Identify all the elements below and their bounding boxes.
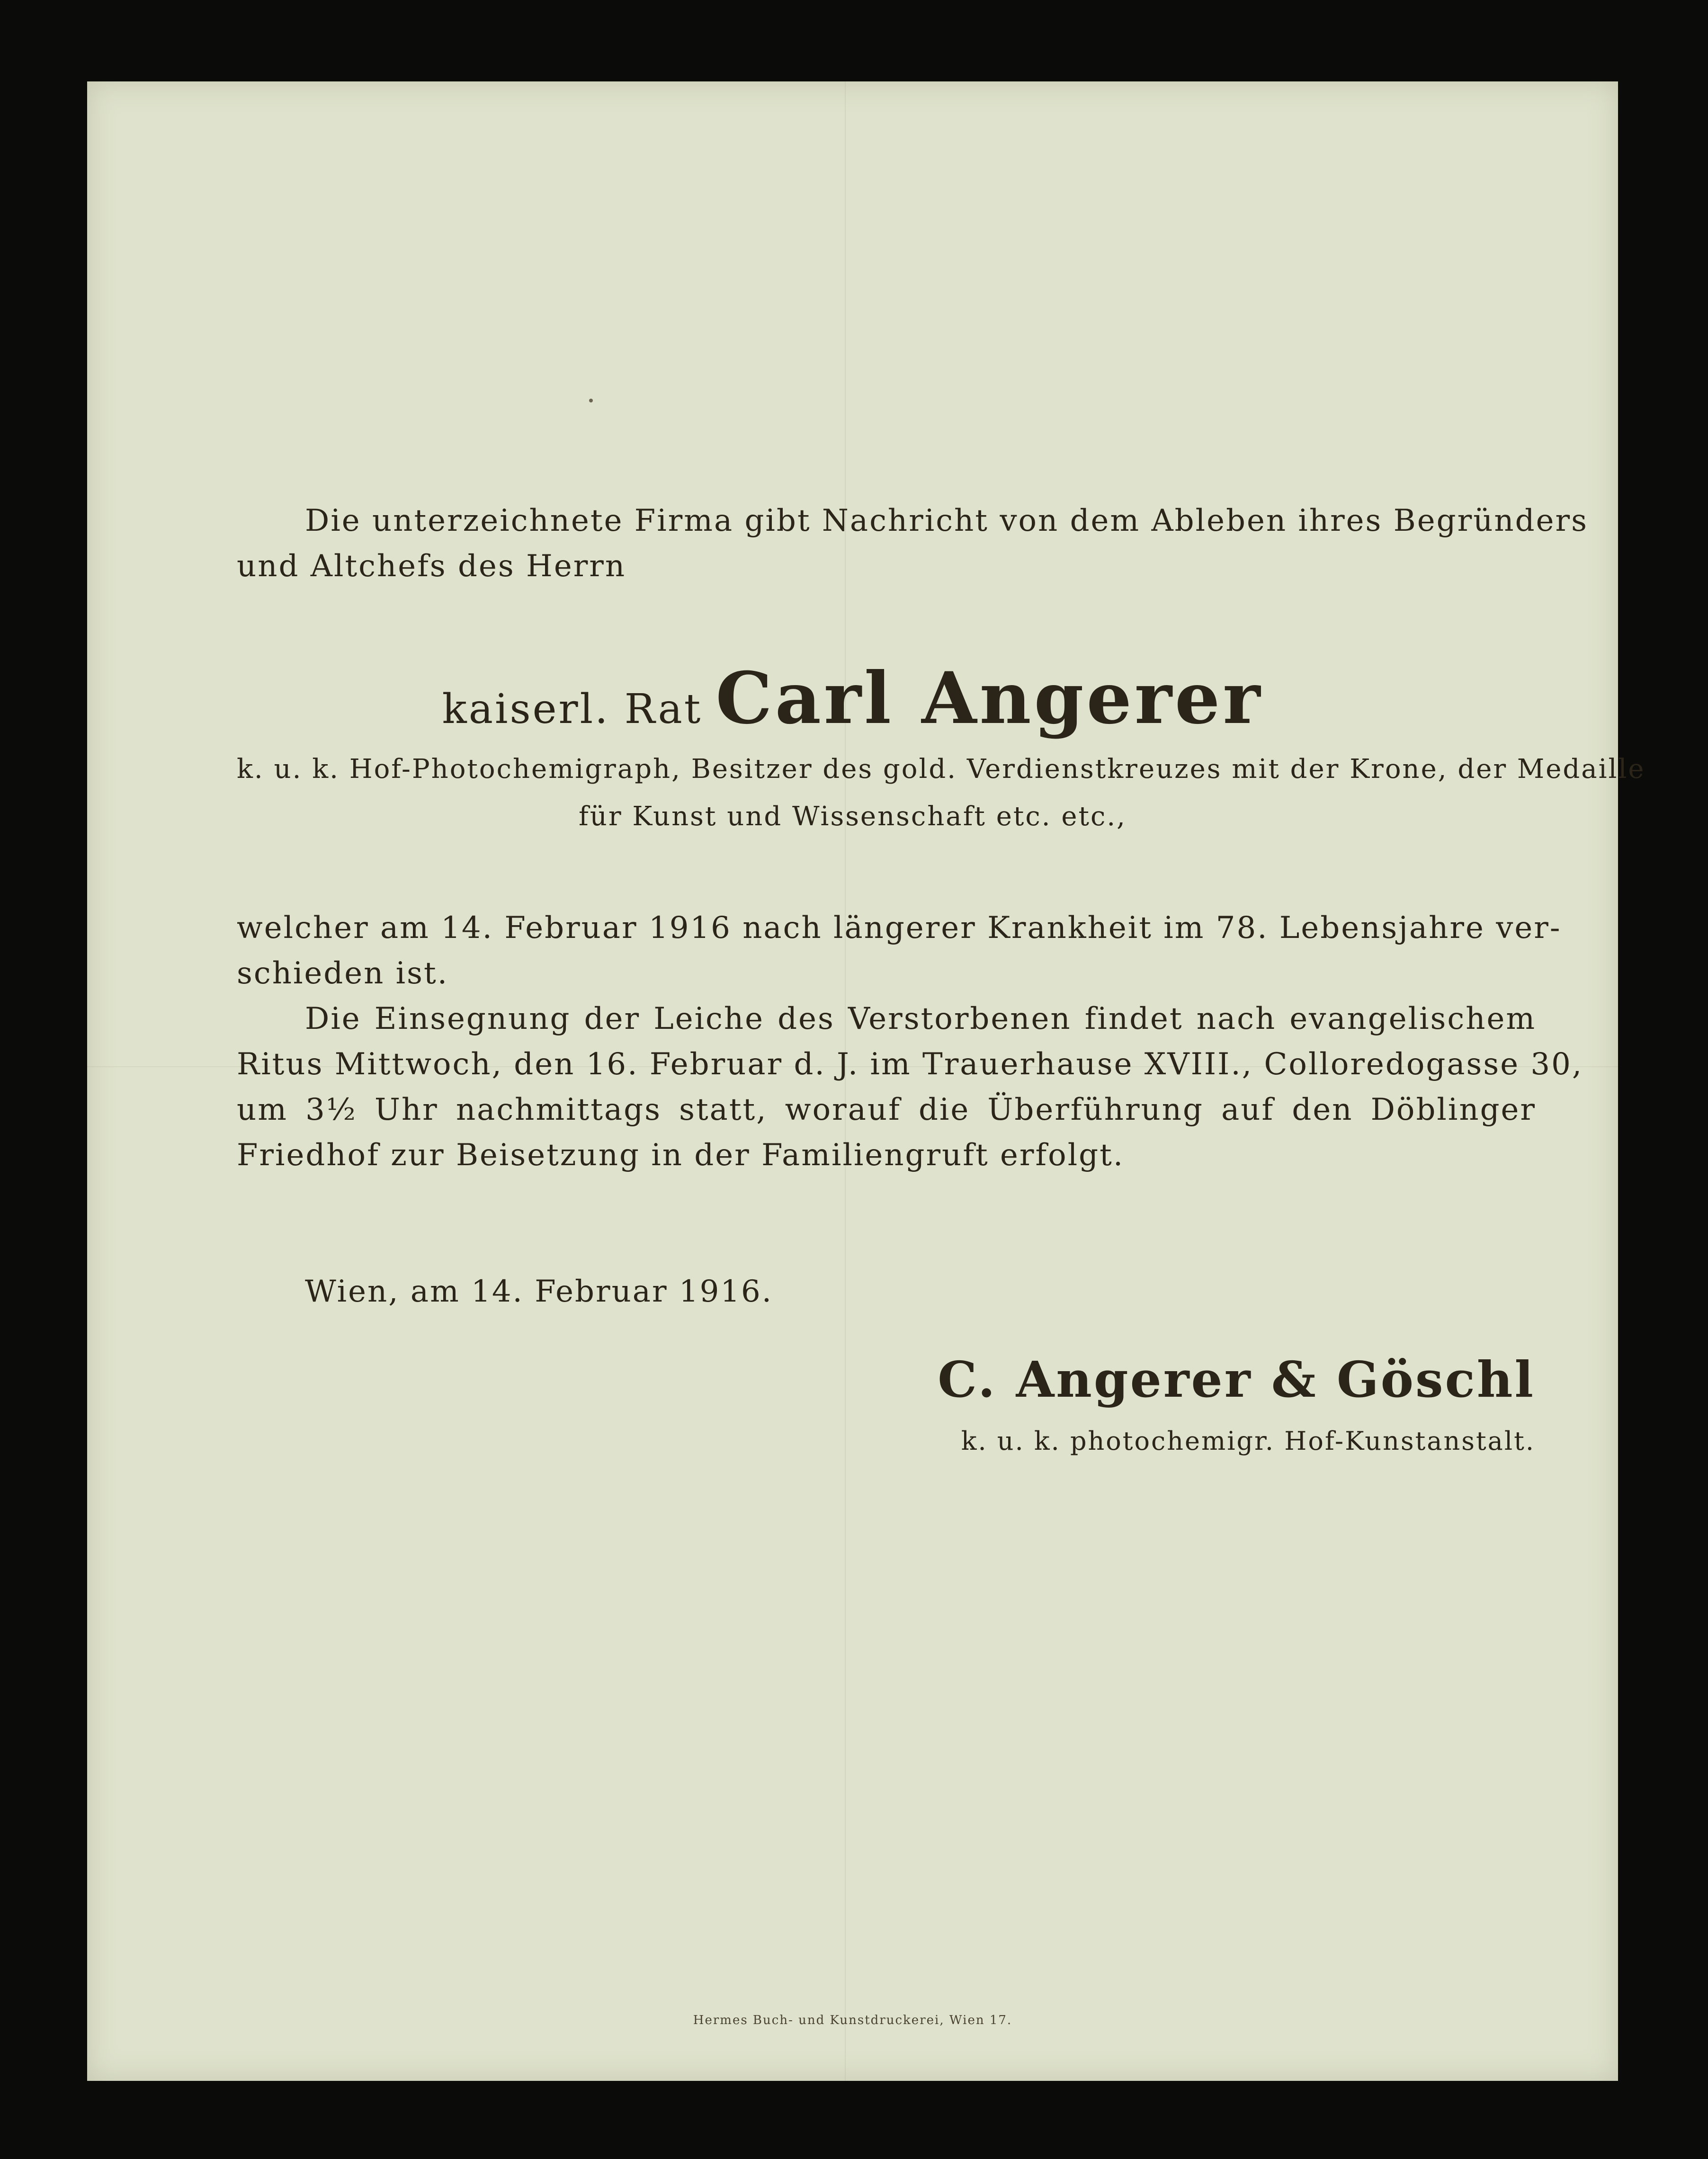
deceased-name-heading (87, 657, 1618, 740)
deceased-name: Carl Angerer (715, 657, 1263, 740)
titles-line-1: k. u. k. Hof-Photochemigraph, Besitzer des gold. Verdienstkreuzes mit der Krone, der Medaille (237, 754, 1645, 785)
printer-imprint: Hermes Buch- und Kunstdruckerei, Wien 17. (693, 2013, 1012, 2027)
firm-signature: C. Angerer & Göschl (938, 1350, 1535, 1409)
paragraph-2-line-3: um 3½ Uhr nachmittags statt, worauf die Überführung auf den Döblinger (237, 1092, 1536, 1127)
paper-speck (589, 399, 593, 402)
paragraph-1-line-1: welcher am 14. Februar 1916 nach längerer Krankheit im 78. Lebensjahre ver- (237, 910, 1562, 946)
firm-subtitle: k. u. k. photochemigr. Hof-Kunstanstalt. (961, 1426, 1535, 1456)
name-prefix: kaiserl. Rat (442, 686, 703, 733)
paragraph-2-line-1: Die Einsegnung der Leiche des Verstorbenen findet nach evangelischem (305, 1001, 1536, 1036)
intro-line-1: Die unterzeichnete Firma gibt Nachricht von dem Ableben ihres Begründers (305, 503, 1588, 538)
paragraph-1-line-2: schieden ist. (237, 956, 449, 991)
intro-line-2: und Altchefs des Herrn (237, 549, 626, 584)
obituary-sheet (87, 81, 1645, 2081)
paragraph-2-line-4: Friedhof zur Beisetzung in der Familiengruft erfolgt. (237, 1138, 1125, 1173)
titles-line-2: für Kunst und Wissenschaft etc. etc., (579, 801, 1127, 832)
place-and-date: Wien, am 14. Februar 1916. (305, 1274, 773, 1309)
paragraph-2-line-2: Ritus Mittwoch, den 16. Februar d. J. im Trauerhause XVIII., Colloredogasse 30, (237, 1047, 1583, 1082)
